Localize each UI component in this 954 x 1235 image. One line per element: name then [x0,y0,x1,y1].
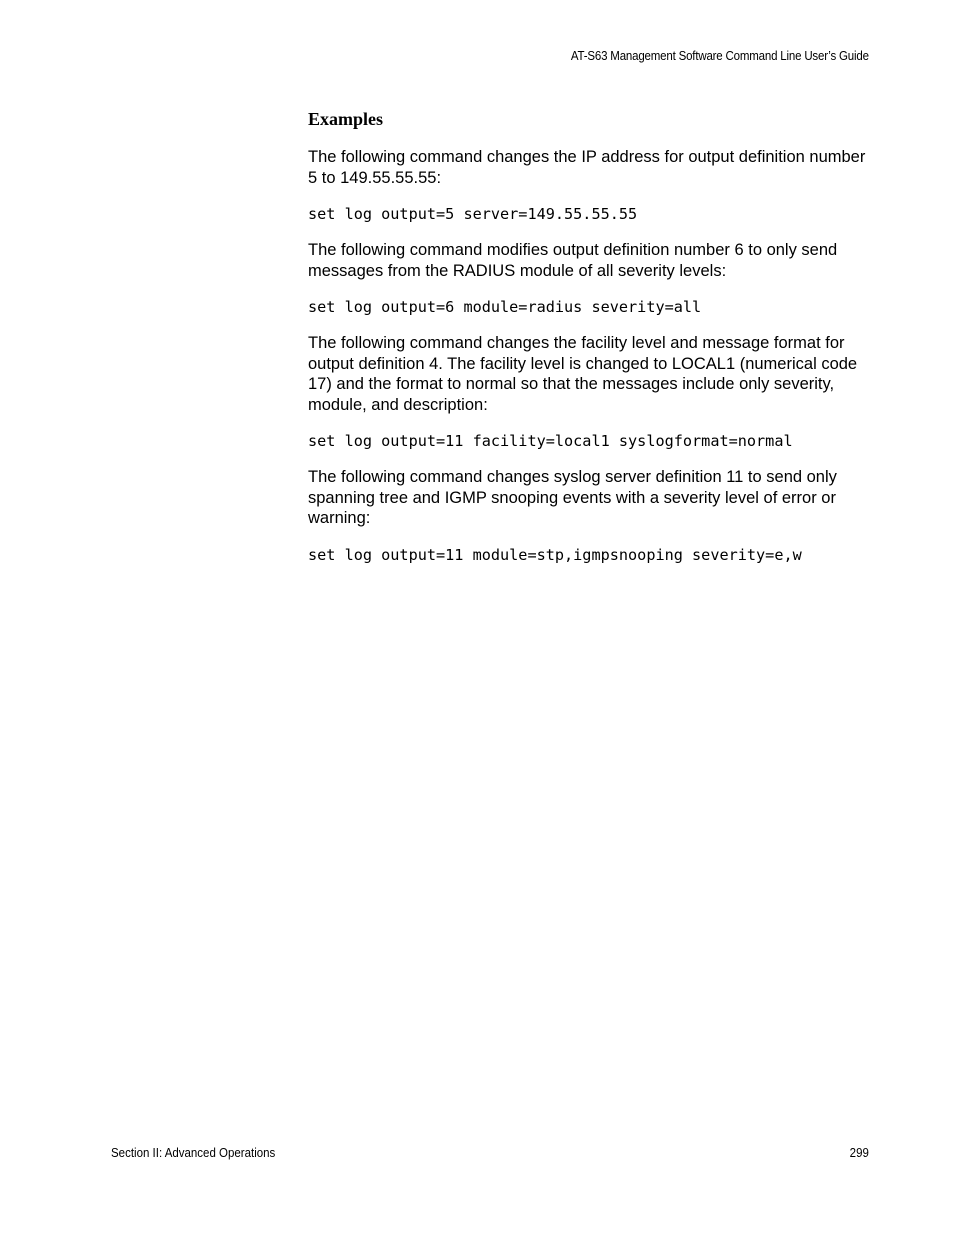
example-2-command: set log output=6 module=radius severity=all [308,298,702,316]
example-4-description: The following command changes syslog server definition 11 to send only spanning tree and IGMP snooping events with a severity level of error or warning: [308,468,837,527]
example-3-command: set log output=11 facility=local1 syslogformat=normal [308,432,793,450]
section-heading: Examples [308,109,384,129]
running-header-title: AT-S63 Management Software Command Line User’s Guide [571,49,869,63]
example-3-description: The following command changes the facility level and message format for output definition 4. The facility level is changed to LOCAL1 (numerical code 17) and the format to normal so that the messages include only severity, module, and description: [308,334,858,414]
footer-page-number: 299 [849,1146,869,1160]
example-1-command: set log output=5 server=149.55.55.55 [308,205,638,223]
footer-section-title: Section II: Advanced Operations [111,1146,276,1160]
example-1-description: The following command changes the IP address for output definition number 5 to 149.55.55.55: [308,148,866,187]
example-4-command: set log output=11 module=stp,igmpsnooping severity=e,w [308,545,802,564]
main-content [308,108,878,581]
example-2-description: The following command modifies output definition number 6 to only send messages from the RADIUS module of all severity levels: [308,241,838,280]
